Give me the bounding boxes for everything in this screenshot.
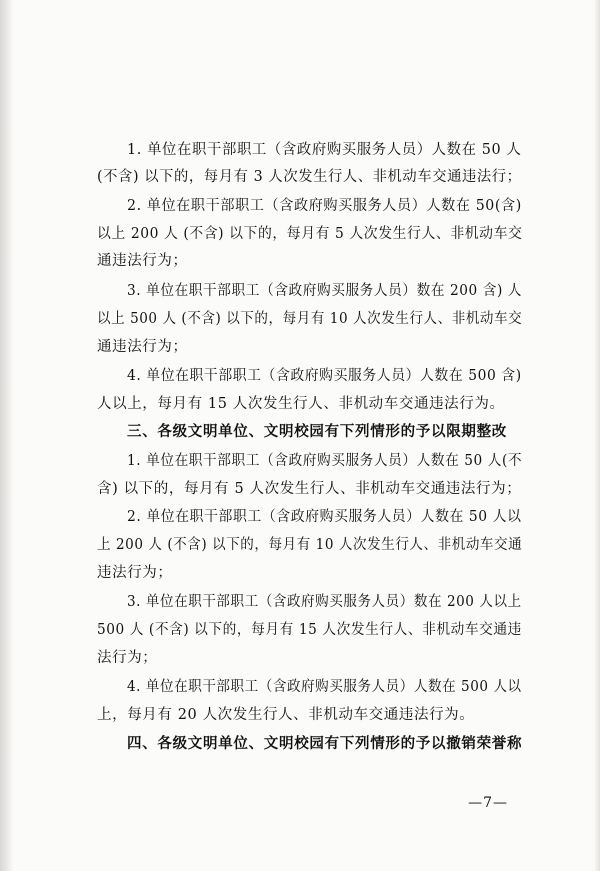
text-line: 含) 以下的，每月有 5 人次发生行人、非机动车交通违法行为； [97,481,522,497]
page-number: —7— [468,795,508,811]
text-line: 以上 500 人 (不含) 以下的，每月有 10 人次发生行人、非机动车交 [97,311,523,327]
text-line: 上 200 人 (不含) 以下的，每月有 10 人次发生行人、非机动车交通 [97,537,523,553]
text-line: 500 人 (不含) 以下的，每月有 15 人次发生行人、非机动车交通违 [97,622,522,638]
text-line: 上，每月有 20 人次发生行人、非机动车交通违法行为。 [97,707,475,723]
text-line: 通违法行为； [97,339,188,355]
section-heading: 四、各级文明单位、文明校园有下列情形的予以撤销荣誉称 [127,736,523,752]
text-line: 3. 单位在职干部职工（含政府购买服务人员）数在 200 含) 人 [127,283,523,299]
text-line: 1. 单位在职干部职工（含政府购买服务人员）人数在 50 人 [127,142,522,158]
text-line: 违法行为； [97,565,173,581]
page-binding-shadow [0,0,14,871]
text-line: 2. 单位在职干部职工（含政府购买服务人员）人数在 50 人以 [127,509,522,525]
text-line: 1. 单位在职干部职工（含政府购买服务人员）人数在 50 人(不 [127,453,523,469]
text-line: (不含) 以下的，每月有 3 人次发生行人、非机动车交通违法行； [97,169,522,185]
text-line: 4. 单位在职干部职工（含政府购买服务人员）人数在 500 人以 [127,679,522,695]
text-line: 通违法行为； [97,253,188,269]
text-line: 以上 200 人 (不含) 以下的，每月有 5 人次发生行人、非机动车交 [97,226,523,242]
text-line: 3. 单位在职干部职工（含政府购买服务人员）数在 200 人以上 [127,594,522,610]
text-line: 4. 单位在职干部职工（含政府购买服务人员）人数在 500 含) [127,368,522,384]
text-line: 2. 单位在职干部职工（含政府购买服务人员）人数在 50(含) [127,198,522,214]
page-edge-shadow [594,0,600,871]
text-line: 人以上，每月有 15 人次发生行人、非机动车交通违法行为。 [97,396,505,412]
text-line: 法行为； [97,650,158,666]
section-heading: 三、各级文明单位、文明校园有下列情形的予以限期整改 [127,424,507,440]
